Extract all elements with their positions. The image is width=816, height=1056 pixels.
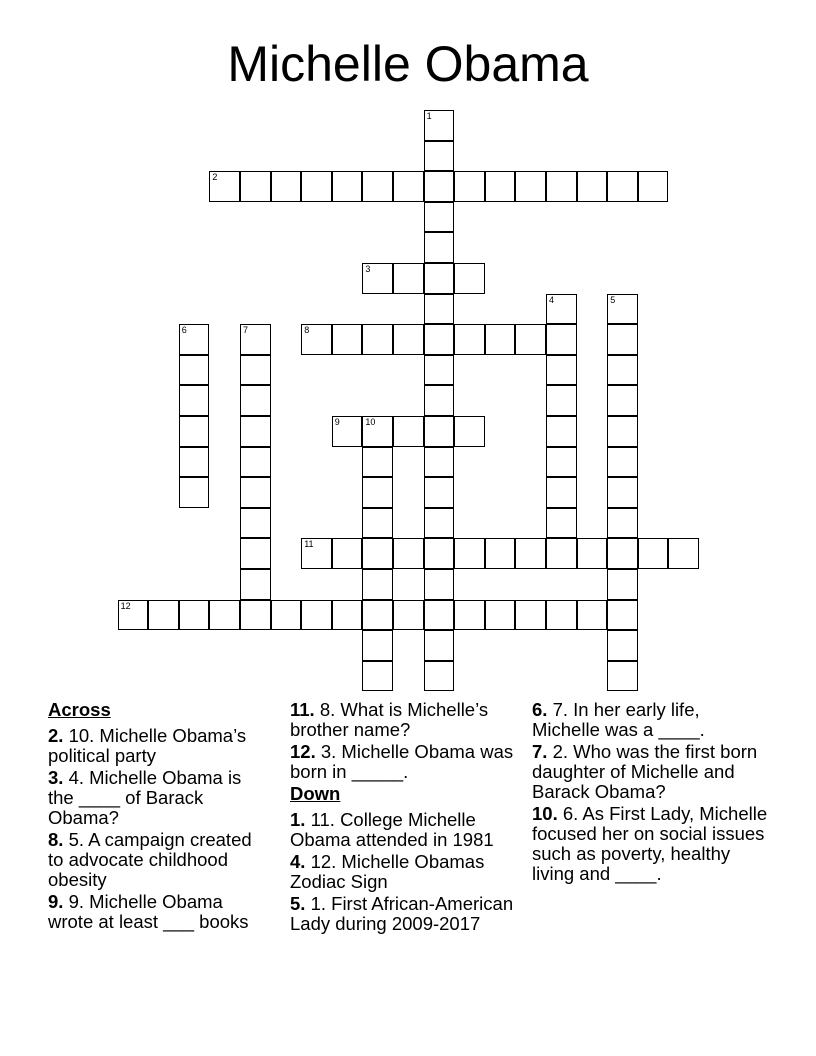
grid-cell[interactable] bbox=[301, 600, 332, 631]
clue-text: 10. Michelle Obama’s political party bbox=[48, 725, 247, 766]
grid-cell[interactable] bbox=[240, 477, 271, 508]
clue-number: 2. bbox=[48, 725, 64, 746]
grid-cell[interactable] bbox=[362, 477, 393, 508]
grid-cell[interactable] bbox=[362, 538, 393, 569]
clue-down-6 bbox=[532, 700, 768, 740]
grid-cell[interactable] bbox=[424, 416, 455, 447]
grid-cell[interactable] bbox=[454, 538, 485, 569]
grid-cell[interactable] bbox=[424, 110, 455, 141]
grid-cell[interactable] bbox=[515, 171, 546, 202]
grid-cell[interactable] bbox=[424, 355, 455, 386]
cell-number: 12 bbox=[120, 600, 131, 611]
clue-text: 3. Michelle Obama was born in _____. bbox=[290, 741, 514, 782]
clue-down-10 bbox=[532, 804, 768, 884]
grid-cell[interactable] bbox=[332, 538, 363, 569]
grid-cell[interactable] bbox=[362, 661, 393, 692]
grid-cell[interactable] bbox=[271, 171, 302, 202]
grid-cell[interactable] bbox=[577, 600, 608, 631]
grid-cell[interactable] bbox=[240, 508, 271, 539]
grid-cell[interactable] bbox=[393, 171, 424, 202]
grid-cell[interactable] bbox=[362, 508, 393, 539]
cell-number: 4 bbox=[549, 294, 555, 305]
grid-cell[interactable] bbox=[546, 447, 577, 478]
grid-cell[interactable] bbox=[362, 630, 393, 661]
grid-cell[interactable] bbox=[607, 569, 638, 600]
grid-cell[interactable] bbox=[362, 171, 393, 202]
down-heading: Down bbox=[290, 783, 341, 804]
grid-cell[interactable] bbox=[393, 600, 424, 631]
grid-cell[interactable] bbox=[179, 385, 210, 416]
grid-cell[interactable] bbox=[362, 324, 393, 355]
grid-cell[interactable] bbox=[393, 324, 424, 355]
grid-cell[interactable] bbox=[179, 447, 210, 478]
grid-cell[interactable] bbox=[668, 538, 699, 569]
grid-cell[interactable] bbox=[240, 569, 271, 600]
grid-cell[interactable] bbox=[424, 324, 455, 355]
grid-cell[interactable] bbox=[485, 171, 516, 202]
grid-cell[interactable] bbox=[362, 600, 393, 631]
grid-cell[interactable] bbox=[638, 538, 669, 569]
grid-cell[interactable] bbox=[240, 324, 271, 355]
grid-cell[interactable] bbox=[362, 447, 393, 478]
cell-number: 1 bbox=[426, 111, 432, 121]
grid-cell[interactable] bbox=[424, 538, 455, 569]
grid-cell[interactable] bbox=[118, 600, 149, 631]
cell-number: 10 bbox=[365, 417, 376, 427]
cell-number: 6 bbox=[181, 325, 187, 336]
clue-across-3 bbox=[48, 768, 270, 828]
clue-across-12 bbox=[290, 742, 516, 782]
across-heading: Across bbox=[48, 699, 111, 720]
grid-cell[interactable] bbox=[485, 538, 516, 569]
grid-cell[interactable] bbox=[607, 508, 638, 539]
clue-text: 4. Michelle Obama is the ____ of Barack Obama? bbox=[48, 767, 242, 828]
grid-cell[interactable] bbox=[454, 416, 485, 447]
grid-cell[interactable] bbox=[332, 324, 363, 355]
grid-cell[interactable] bbox=[607, 600, 638, 631]
clue-text: 9. Michelle Obama wrote at least ___ books bbox=[48, 891, 249, 932]
grid-cell[interactable] bbox=[393, 416, 424, 447]
grid-cell[interactable] bbox=[240, 171, 271, 202]
grid-cell[interactable] bbox=[424, 202, 455, 233]
grid-cell[interactable] bbox=[240, 355, 271, 386]
grid-cell[interactable] bbox=[424, 477, 455, 508]
clues-column-3 bbox=[532, 700, 768, 886]
clue-number: 12. bbox=[290, 741, 316, 762]
grid-cell[interactable] bbox=[546, 477, 577, 508]
clue-number: 4. bbox=[290, 851, 306, 872]
grid-cell[interactable] bbox=[454, 263, 485, 294]
clue-down-1 bbox=[290, 810, 516, 850]
clue-across-11 bbox=[290, 700, 516, 740]
grid-cell[interactable] bbox=[332, 600, 363, 631]
grid-cell[interactable] bbox=[148, 600, 179, 631]
puzzle-title: Michelle Obama bbox=[227, 36, 589, 92]
grid-cell[interactable] bbox=[424, 447, 455, 478]
grid-cell[interactable] bbox=[301, 171, 332, 202]
grid-cell[interactable] bbox=[607, 355, 638, 386]
grid-cell[interactable] bbox=[546, 508, 577, 539]
clue-number: 8. bbox=[48, 829, 64, 850]
clue-number: 1. bbox=[290, 809, 306, 830]
grid-cell[interactable] bbox=[209, 171, 240, 202]
grid-cell[interactable] bbox=[485, 600, 516, 631]
clue-number: 3. bbox=[48, 767, 64, 788]
clue-text: 7. In her early life, Michelle was a ____. bbox=[532, 699, 705, 740]
grid-cell[interactable] bbox=[607, 661, 638, 692]
grid-cell[interactable] bbox=[179, 600, 210, 631]
grid-cell[interactable] bbox=[179, 355, 210, 386]
grid-cell[interactable] bbox=[607, 385, 638, 416]
grid-cell[interactable] bbox=[393, 263, 424, 294]
grid-cell[interactable] bbox=[607, 477, 638, 508]
cell-number: 7 bbox=[243, 325, 249, 336]
clue-text: 5. A campaign created to advocate childhood obesity bbox=[48, 829, 252, 890]
grid-cell[interactable] bbox=[546, 416, 577, 447]
grid-cell[interactable] bbox=[424, 141, 455, 172]
clue-number: 9. bbox=[48, 891, 64, 912]
cell-number: 9 bbox=[334, 417, 340, 427]
grid-cell[interactable] bbox=[179, 416, 210, 447]
grid-cell[interactable] bbox=[485, 324, 516, 355]
clue-number: 6. bbox=[532, 699, 548, 720]
clue-text: 6. As First Lady, Michelle focused her on social issues such as poverty, healthy living and ____. bbox=[532, 803, 768, 884]
grid-cell[interactable] bbox=[332, 171, 363, 202]
clues-column-2 bbox=[290, 700, 516, 936]
grid-cell[interactable] bbox=[301, 538, 332, 569]
grid-cell[interactable] bbox=[546, 171, 577, 202]
clue-across-9 bbox=[48, 892, 270, 932]
grid-cell[interactable] bbox=[362, 416, 393, 447]
grid-cell[interactable] bbox=[424, 661, 455, 692]
grid-cell[interactable] bbox=[577, 538, 608, 569]
grid-cell[interactable] bbox=[454, 171, 485, 202]
grid-cell[interactable] bbox=[240, 416, 271, 447]
grid-cell[interactable] bbox=[607, 538, 638, 569]
grid-cell[interactable] bbox=[546, 324, 577, 355]
grid-cell[interactable] bbox=[546, 385, 577, 416]
grid-cell[interactable] bbox=[393, 538, 424, 569]
grid-cell[interactable] bbox=[546, 355, 577, 386]
grid-cell[interactable] bbox=[424, 569, 455, 600]
grid-cell[interactable] bbox=[424, 171, 455, 202]
grid-cell[interactable] bbox=[424, 508, 455, 539]
grid-cell[interactable] bbox=[515, 600, 546, 631]
cell-number: 5 bbox=[610, 294, 616, 305]
grid-cell[interactable] bbox=[607, 416, 638, 447]
grid-cell[interactable] bbox=[362, 263, 393, 294]
grid-cell[interactable] bbox=[424, 232, 455, 263]
grid-cell[interactable] bbox=[546, 600, 577, 631]
grid-cell[interactable] bbox=[240, 600, 271, 631]
grid-cell[interactable] bbox=[515, 324, 546, 355]
grid-cell[interactable] bbox=[240, 538, 271, 569]
grid-cell[interactable] bbox=[179, 477, 210, 508]
cell-number: 3 bbox=[365, 264, 371, 274]
clue-text: 8. What is Michelle’s brother name? bbox=[290, 699, 489, 740]
cell-number: 11 bbox=[304, 539, 314, 550]
grid-cell[interactable] bbox=[424, 385, 455, 416]
grid-cell[interactable] bbox=[577, 171, 608, 202]
grid-cell[interactable] bbox=[546, 538, 577, 569]
grid-cell[interactable] bbox=[607, 630, 638, 661]
clues-column-1 bbox=[48, 700, 270, 934]
clue-text: 12. Michelle Obamas Zodiac Sign bbox=[290, 851, 485, 892]
grid-cell[interactable] bbox=[454, 324, 485, 355]
clue-number: 11. bbox=[290, 699, 315, 720]
grid-cell[interactable] bbox=[362, 569, 393, 600]
grid-cell[interactable] bbox=[209, 600, 240, 631]
grid-cell[interactable] bbox=[607, 171, 638, 202]
grid-cell[interactable] bbox=[424, 294, 455, 325]
cell-number: 2 bbox=[212, 172, 218, 183]
cell-number: 8 bbox=[304, 325, 310, 336]
grid-cell[interactable] bbox=[454, 600, 485, 631]
clue-down-4 bbox=[290, 852, 516, 892]
clue-number: 5. bbox=[290, 893, 306, 914]
clue-text: 1. First African-American Lady during 2009-2017 bbox=[290, 893, 514, 934]
clue-text: 11. College Michelle Obama attended in 1981 bbox=[290, 809, 494, 850]
grid-cell[interactable] bbox=[607, 447, 638, 478]
grid-cell[interactable] bbox=[332, 416, 363, 447]
clue-down-5 bbox=[290, 894, 516, 934]
clue-text: 2. Who was the first born daughter of Michelle and Barack Obama? bbox=[532, 741, 758, 802]
clue-number: 7. bbox=[532, 741, 548, 762]
grid-cell[interactable] bbox=[424, 263, 455, 294]
clue-across-8 bbox=[48, 830, 270, 890]
grid-cell[interactable] bbox=[301, 324, 332, 355]
grid-cell[interactable] bbox=[424, 630, 455, 661]
grid-cell[interactable] bbox=[179, 324, 210, 355]
grid-cell[interactable] bbox=[424, 600, 455, 631]
grid-cell[interactable] bbox=[607, 324, 638, 355]
grid-cell[interactable] bbox=[240, 447, 271, 478]
grid-cell[interactable] bbox=[638, 171, 669, 202]
grid-cell[interactable] bbox=[515, 538, 546, 569]
clue-across-2 bbox=[48, 726, 270, 766]
grid-cell[interactable] bbox=[271, 600, 302, 631]
clue-down-7 bbox=[532, 742, 768, 802]
grid-cell[interactable] bbox=[546, 294, 577, 325]
grid-cell[interactable] bbox=[240, 385, 271, 416]
grid-cell[interactable] bbox=[607, 294, 638, 325]
clue-number: 10. bbox=[532, 803, 558, 824]
